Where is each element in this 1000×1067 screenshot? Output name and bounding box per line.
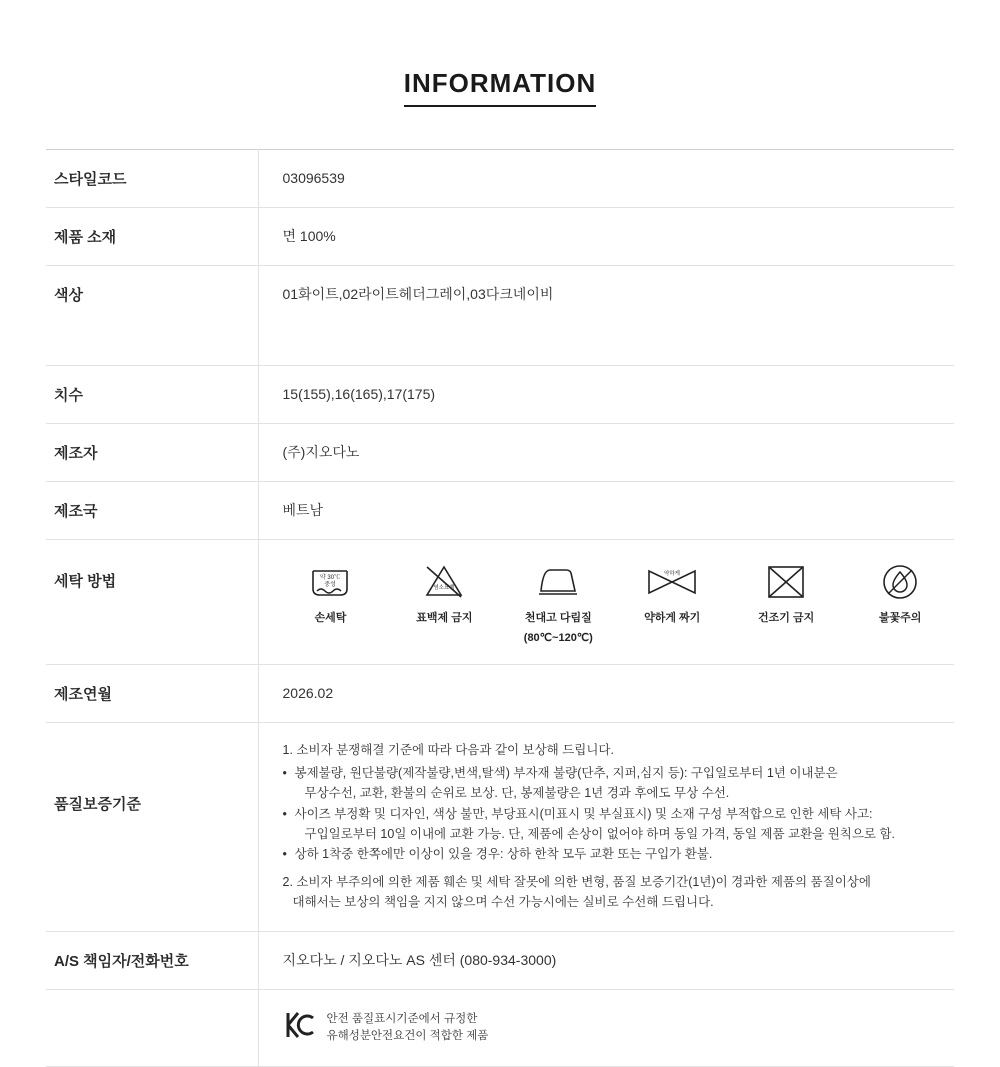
- care-item: [856, 558, 944, 626]
- kc-text: [327, 1011, 489, 1044]
- bullet-line-1: 사이즈 부정확 및 디자인, 색상 불만, 부당표시(미표시 및 부실표시) 및 소재 구성 부적합으로 인한 세탁 사고:: [294, 806, 873, 821]
- bullet-line-1: 상하 1착중 한쪽에만 이상이 있을 경우: 상하 한착 모두 교환 또는 구입가 환불.: [294, 847, 713, 862]
- information-table: [46, 149, 954, 1067]
- row-label: 품질보증기준: [46, 722, 258, 931]
- list-item: [283, 845, 945, 865]
- quality-cell: [258, 722, 954, 931]
- list-item: [283, 764, 945, 804]
- table-row-care: [46, 540, 954, 665]
- row-label: 스타일코드: [46, 150, 258, 208]
- bullet-line-2: 구입일로부터 10일 이내에 교환 가능. 단, 제품에 손상이 없어야 하며 동일 가격, 동일 제품 교환을 원칙으로 함.: [304, 826, 896, 841]
- table-row-kc: [46, 989, 954, 1066]
- row-label: 치수: [46, 366, 258, 424]
- no-tumble-dry-icon: [742, 558, 830, 606]
- quality-text: [283, 741, 945, 913]
- table-row: [46, 424, 954, 482]
- kc-cell: [258, 989, 954, 1066]
- quality-item-2: [283, 873, 945, 913]
- care-caption: 표백제 금지: [416, 612, 473, 624]
- care-caption: 약하게 짜기: [644, 612, 701, 624]
- row-label: 제조국: [46, 482, 258, 540]
- table-row: [46, 208, 954, 266]
- care-icon-list: [283, 558, 945, 646]
- table-row: [46, 150, 954, 208]
- row-label-empty: [46, 989, 258, 1066]
- row-label: 세탁 방법: [46, 540, 258, 665]
- row-label: 색상: [46, 266, 258, 366]
- kc-line-1: 안전 품질표시기준에서 규정한: [326, 1012, 478, 1025]
- table-row: [46, 266, 954, 366]
- table-row: [46, 664, 954, 722]
- page-title: INFORMATION: [404, 68, 597, 107]
- svg-text:약 30℃: 약 30℃: [320, 575, 341, 581]
- row-label: 제품 소재: [46, 208, 258, 266]
- care-caption-sub: (80℃~120℃): [523, 631, 593, 644]
- kc-mark-icon: [283, 1008, 317, 1048]
- care-item: [287, 558, 375, 626]
- gentle-wring-icon: [628, 558, 716, 606]
- quality-bullet-list: [283, 764, 945, 865]
- care-item: [742, 558, 830, 626]
- bullet-line-1: 봉제불량, 원단불량(제작불량,변색,탈색) 부자재 불량(단추, 지퍼,심지 등): 구입일로부터 1년 이내분은: [294, 766, 838, 781]
- no-bleach-icon: [400, 558, 488, 606]
- care-caption: 천대고 다림질: [524, 612, 592, 624]
- care-item: [400, 558, 488, 626]
- care-caption: 건조기 금지: [758, 612, 815, 624]
- row-label: A/S 책임자/전화번호: [46, 931, 258, 989]
- table-row: [46, 482, 954, 540]
- quality-item-2-line-2: 대해서는 보상의 책임을 지지 않으며 수선 가능시에는 실비로 수선해 드립니다.: [292, 894, 714, 909]
- row-value: 15(155),16(165),17(175): [282, 386, 436, 402]
- row-value: 03096539: [282, 170, 345, 186]
- kc-wrap: [283, 1008, 945, 1048]
- care-item: [628, 558, 716, 626]
- care-cell: [258, 540, 954, 665]
- row-value: 베트남: [282, 502, 324, 518]
- care-item: [514, 558, 602, 646]
- table-row-as: [46, 931, 954, 989]
- hand-wash-icon: [287, 558, 375, 606]
- care-caption: 불꽃주의: [878, 612, 922, 624]
- care-caption: 손세탁: [314, 612, 347, 624]
- flame-caution-icon: [856, 558, 944, 606]
- page-title-wrap: [0, 0, 1000, 107]
- row-value: 면 100%: [282, 228, 336, 244]
- row-value: 01화이트,02라이트헤더그레이,03다크네이비: [282, 286, 554, 302]
- iron-icon: [514, 558, 602, 606]
- table-row: [46, 366, 954, 424]
- row-label: 제조자: [46, 424, 258, 482]
- svg-text:염소표백: 염소표백: [433, 585, 456, 591]
- bullet-line-2: 무상수선, 교환, 환불의 순위로 보상. 단, 봉제불량은 1년 경과 후에도 무상 수선.: [304, 786, 730, 800]
- svg-text:약하게: 약하게: [664, 571, 681, 577]
- kc-line-2: 유해성분안전요건이 적합한 제품: [326, 1029, 489, 1042]
- row-value: 2026.02: [282, 684, 334, 701]
- table-row-quality: [46, 722, 954, 931]
- quality-item-2-line-1: 2. 소비자 부주의에 의한 제품 훼손 및 세탁 잘못에 의한 변형, 품질 보증기간(1년)이 경과한 제품의 품질이상에: [282, 875, 871, 889]
- quality-item-1: 1. 소비자 분쟁해결 기준에 따라 다음과 같이 보상해 드립니다.: [282, 742, 614, 757]
- svg-text:중성: 중성: [324, 582, 337, 588]
- row-value: 지오다노 / 지오다노 AS 센터 (080-934-3000): [282, 951, 557, 968]
- row-value: (주)지오다노: [282, 444, 360, 460]
- list-item: [283, 805, 945, 845]
- row-label: 제조연월: [46, 664, 258, 722]
